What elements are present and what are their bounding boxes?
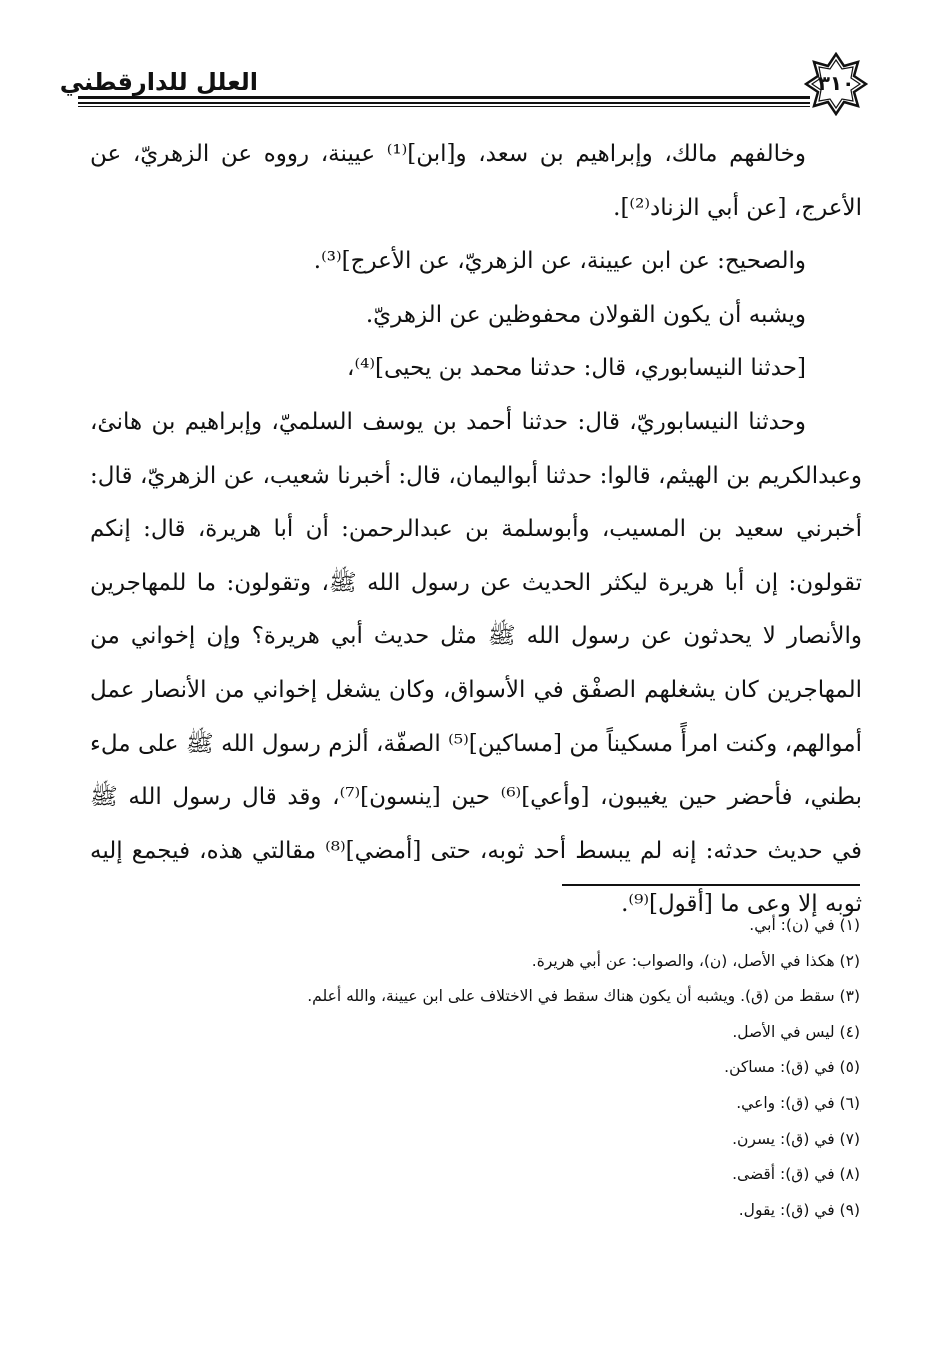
paragraph: ويشبه أن يكون القولان محفوظين عن الزهريّ. [365,301,806,328]
footnote: (٦) في (ق): واعي. [736,1093,860,1112]
footnote: (٩) في (ق): يقول. [738,1200,860,1219]
footnote: (٨) في (ق): أقضى. [732,1165,860,1184]
paragraph: وحدثنا النيسابوريّ، قال: حدثنا أحمد بن يوسف السلميّ، وإبراهيم بن هانئ، وعبدالكريم بن الهيثم، قالوا: حدثنا أبواليمان، قال: أخبرنا شعيب، عن الزهريّ، قال: أخبرني سعيد بن المسيب، وأبوسلمة بن عبدالرحمن: أن أبا هريرة، قال: إنكم تقولون: إن أبا هريرة ليكثر الحديث عن رسول الله ﷺ، وتقولون: ما للمهاجرين والأنصار لا يحدثون عن رسول الله ﷺ مثل حديث أبي هريرة؟ وإن إخواني من المهاجرين كان يشغلهم الصفْق في الأسواق، وكان يشغل إخواني من الأنصار عمل أموالهم، وكنت امرأً مسكيناً من [مساكين]⁽⁵⁾ الصفّة، ألزم رسول الله ﷺ على ملء بطني، فأحضر حين يغيبون، [وأعي]⁽⁶⁾ حين [ينسون]⁽⁷⁾، وقد قال رسول الله ﷺ في حديث حدثه: إنه لم يبسط أحد ثوبه، حتى [أمضي]⁽⁸⁾ مقالتي هذه، فيجمع إليه ثوبه إلا وعى ما [أقول]⁽⁹⁾. [90,408,862,918]
page-number-badge [804,52,868,116]
footnote: (١) في (ن): أبي. [749,916,860,934]
page-header [59,52,868,112]
main-text [90,128,862,932]
header-divider [78,96,810,108]
footnote: (٣) سقط من (ق). ويشبه أن يكون هناك سقط في الاختلاف على ابن عيينة، والله أعلم. [307,987,860,1006]
paragraph: والصحيح: عن ابن عيينة، عن الزهريّ، عن الأعرج]⁽³⁾. [313,248,806,275]
footnote: (٤) ليس في الأصل. [732,1022,860,1041]
footnotes [180,908,860,1228]
footnote-separator [562,884,860,886]
footnote: (٢) هكذا في الأصل، (ن)، والصواب: عن أبي هريرة. [531,951,860,970]
footnote: (٧) في (ق): يسرن. [732,1129,860,1148]
running-title: العلل للدارقطني [59,68,258,96]
footnote: (٥) في (ق): مساكن. [724,1058,860,1077]
paragraph: وخالفهم مالك، وإبراهيم بن سعد، و[ابن]⁽¹⁾ عيينة، رووه عن الزهريّ، عن الأعرج، [عن أبي الزناد⁽²⁾]. [90,141,862,221]
paragraph: [حدثنا النيسابوري، قال: حدثنا محمد بن يحيى]⁽⁴⁾، [347,355,806,382]
page-number: ٣١٠ [817,71,855,95]
